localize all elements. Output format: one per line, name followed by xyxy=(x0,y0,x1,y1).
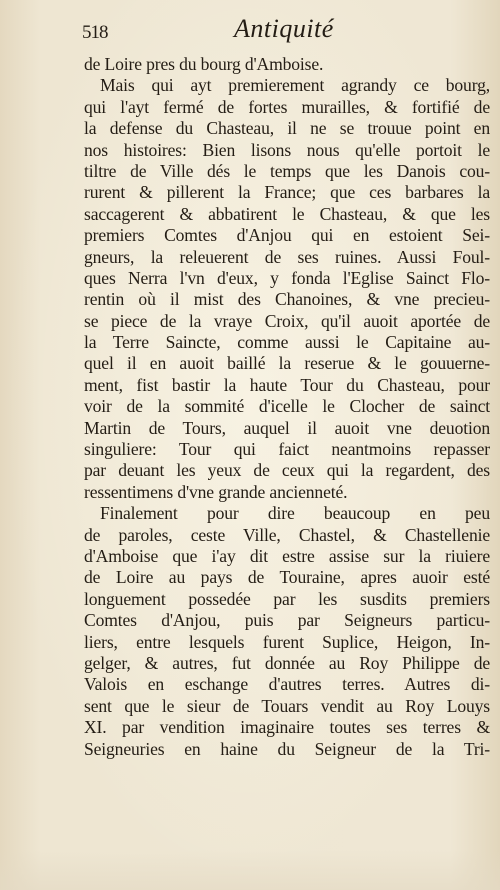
text-line: singuliere: Tour qui faict neantmoins repasser xyxy=(84,439,490,460)
text-line: rentin où il mist des Chanoines, & vne precieu- xyxy=(84,289,490,310)
text-line: Seigneuries en haine du Seigneur de la Tri- xyxy=(84,738,490,759)
text-line: XI. par vendition imaginaire toutes ses terres & xyxy=(84,717,490,738)
text-line: gneurs, la releuerent de ses ruines. Aussi Foul- xyxy=(84,246,490,267)
text-line: qui l'ayt fermé de fortes murailles, & fortifié de xyxy=(84,96,490,117)
text-line: la defense du Chasteau, il ne se trouue point en xyxy=(84,118,490,139)
text-line: la Terre Saincte, comme aussi le Capitaine au- xyxy=(84,332,490,353)
text-line: liers, entre lesquels furent Suplice, Heigon, In- xyxy=(84,631,490,652)
text-line: tiltre de Ville dés le temps que les Danois cou- xyxy=(84,160,490,181)
text-line: Comtes d'Anjou, puis par Seigneurs particu- xyxy=(84,610,490,631)
text-line: de Loire pres du bourg d'Amboise. xyxy=(84,54,324,74)
text-line: longuement possedée par les susdits premiers xyxy=(84,588,490,609)
text-line: rurent & pillerent la France; que ces barbares la xyxy=(84,182,490,203)
text-line: saccagerent & abbatirent le Chasteau, & que les xyxy=(84,203,490,224)
text-line: nos histoires: Bien lisons nous qu'elle portoit le xyxy=(84,139,490,160)
text-line: gelger, & autres, fut donnée au Roy Philippe de xyxy=(84,652,490,673)
page-header xyxy=(82,8,482,48)
text-line: ment, fist bastir la haute Tour du Chasteau, pour xyxy=(84,374,490,395)
text-line: voir de la sommité d'icelle le Clocher de sainct xyxy=(84,396,490,417)
text-line: ques Nerra l'vn d'eux, y fonda l'Eglise Sainct Flo- xyxy=(84,267,490,288)
text-line: de Loire au pays de Touraine, apres auoir esté xyxy=(84,567,490,588)
page-number: 518 xyxy=(82,22,108,43)
text-line: Finalement pour dire beaucoup en peu xyxy=(100,503,490,524)
text-line: ressentimens d'vne grande ancienneté. xyxy=(84,481,348,502)
text-line: premiers Comtes d'Anjou qui en estoient Sei- xyxy=(84,225,490,246)
text-line: d'Amboise que i'ay dit estre assise sur la riuiere xyxy=(84,545,490,566)
text-line: de paroles, ceste Ville, Chastel, & Chastellenie xyxy=(84,524,490,545)
body-text xyxy=(84,54,490,760)
text-line: Valois en eschange d'autres terres. Autres di- xyxy=(84,674,490,695)
text-line: Mais qui ayt premierement agrandy ce bourg, xyxy=(100,75,490,96)
text-line: Martin de Tours, auquel il auoit vne deuotion xyxy=(84,417,490,438)
text-line: par deuant les yeux de ceux qui la regardent, des xyxy=(84,460,490,481)
running-head: Antiquité xyxy=(234,14,334,43)
page-bottom-shadow xyxy=(0,850,500,890)
text-line: se piece de la vraye Croix, qu'il auoit aportée de xyxy=(84,310,490,331)
text-line: sent que le sieur de Touars vendit au Roy Louys xyxy=(84,695,490,716)
text-line: quel il en auoit baillé la reserue & le gouuerne- xyxy=(84,353,490,374)
